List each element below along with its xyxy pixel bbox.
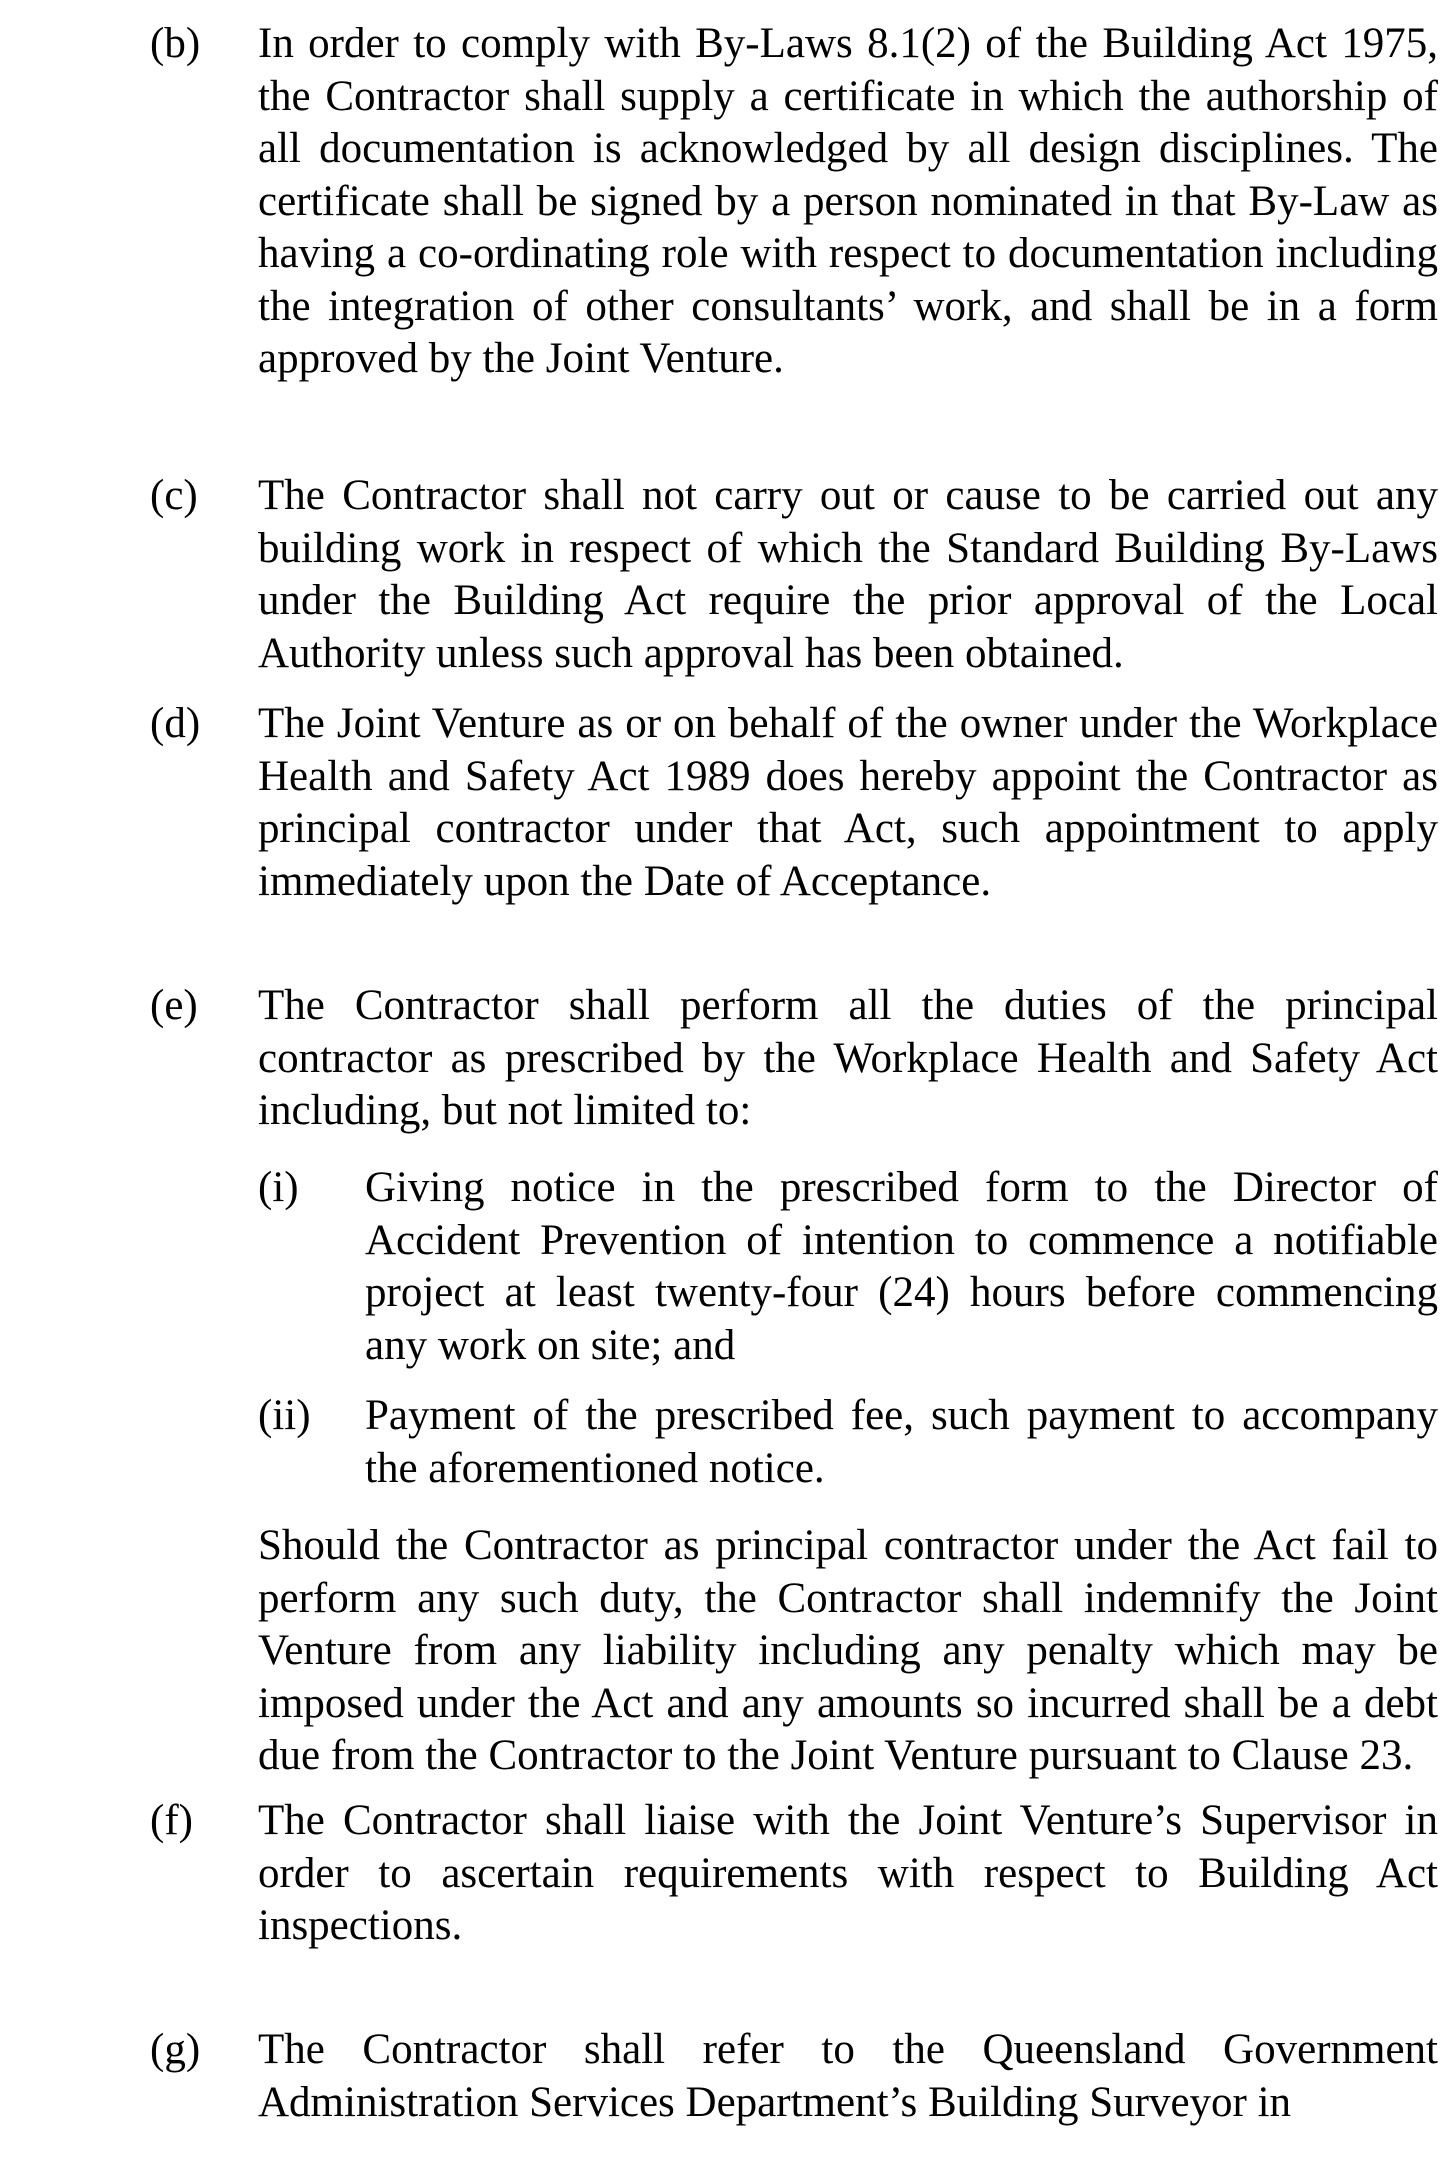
subclause-text: Giving notice in the prescribed form to the Director of Accident Prevention of intention to commence a notifiable project at least twenty-four (24) hours before commencing any work on site; and (365, 1164, 1438, 1369)
clause-label: (e) (150, 982, 198, 1029)
clause-text: The Joint Venture as or on behalf of the owner under the Workplace Health and Safety Act 1989 does hereby appoint the Contractor as principal contractor under that Act, such appointment to apply immediately upon the Date of Acceptance. (258, 700, 1438, 905)
clause-e-follow-on: Should the Contractor as principal contractor under the Act fail to perform any such duty, the Contractor shall indemnify the Joint Venture from any liability including any penalty which may be imposed under the Act and any amounts so incurred shall be a debt due from the Contractor to the Joint Venture pursuant to Clause 23. (258, 1522, 1438, 1779)
clause-text: The Contractor shall not carry out or cause to be carried out any building work in respect of which the Standard Building By-Laws under the Building Act require the prior approval of the Local Authority unless such approval has been obtained. (258, 472, 1438, 677)
clause-label: (f) (150, 1797, 193, 1844)
clause-label: (b) (150, 20, 201, 67)
clause-label: (d) (150, 700, 201, 747)
subclause-label: (ii) (258, 1392, 311, 1439)
clause-text: In order to comply with By-Laws 8.1(2) of the Building Act 1975, the Contractor shall supply a certificate in which the authorship of all documentation is acknowledged by all design disciplines. The certificate shall be signed by a person nominated in that By-Law as having a co-ordinating role with respect to documentation including the integration of other consultants’ work, and shall be in a form approved by the Joint Venture. (258, 20, 1438, 382)
subclause-label: (i) (258, 1164, 299, 1211)
clause-label: (g) (150, 2026, 201, 2073)
subclause-text: Payment of the prescribed fee, such payment to accompany the aforementioned notice. (365, 1392, 1438, 1492)
clause-text: The Contractor shall perform all the duties of the principal contractor as prescribed by the Workplace Health and Safety Act including, but not limited to: (258, 982, 1438, 1134)
clause-text: The Contractor shall refer to the Queensland Government Administration Services Department’s Building Surveyor in (258, 2026, 1438, 2126)
clause-text: The Contractor shall liaise with the Joint Venture’s Supervisor in order to ascertain requirements with respect to Building Act inspections. (258, 1797, 1438, 1949)
clause-label: (c) (150, 472, 198, 519)
